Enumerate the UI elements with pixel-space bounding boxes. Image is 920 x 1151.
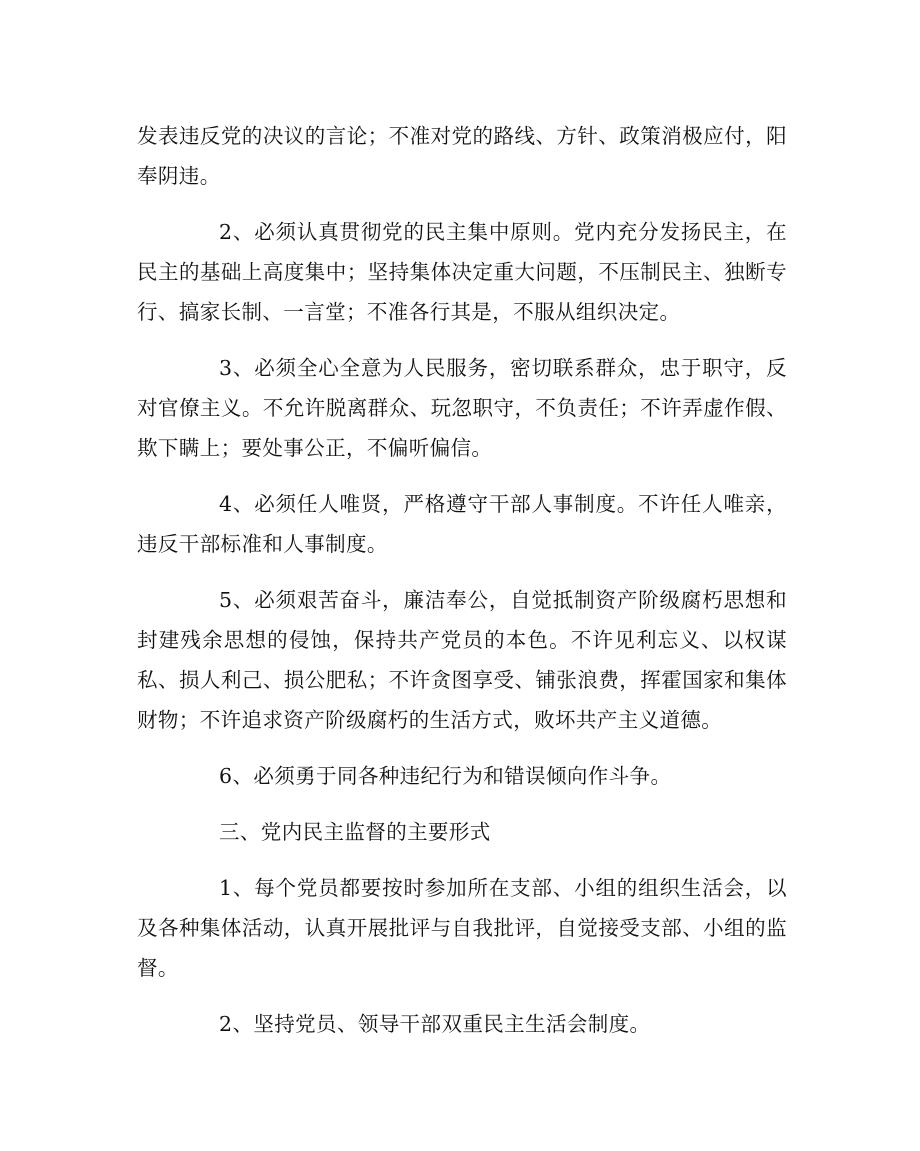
paragraph-item-3: 3、必须全心全意为人民服务，密切联系群众，忠于职守，反对官僚主义。不允许脱离群众、玩忽职守，不负责任；不许弄虚作假、欺下瞒上；要处事公正，不偏听偏信。 [137,356,787,460]
paragraph-item-4: 4、必须任人唯贤，严格遵守干部人事制度。不许任人唯亲，违反干部标准和人事制度。 [137,492,787,556]
paragraph-item-2: 2、必须认真贯彻党的民主集中原则。党内充分发扬民主，在民主的基础上高度集中；坚持集体决定重大问题，不压制民主、独断专行、搞家长制、一言堂；不准各行其是，不服从组织决定。 [137,220,787,324]
paragraph-continuation: 发表违反党的决议的言论；不准对党的路线、方针、政策消极应付，阳奉阴违。 [137,124,787,188]
paragraph-section3-item-2: 2、坚持党员、领导干部双重民主生活会制度。 [219,1012,651,1036]
document-body [137,116,787,1044]
paragraph-section3-item-1: 1、每个党员都要按时参加所在支部、小组的组织生活会，以及各种集体活动，认真开展批评与自我批评，自觉接受支部、小组的监督。 [137,876,787,980]
paragraph-item-6: 6、必须勇于同各种违纪行为和错误倾向作斗争。 [219,764,672,788]
paragraph-item-5: 5、必须艰苦奋斗，廉洁奉公，自觉抵制资产阶级腐朽思想和封建残余思想的侵蚀，保持共产党员的本色。不许见利忘义、以权谋私、损人利己、损公肥私；不许贪图享受、铺张浪费，挥霍国家和集体财物；不许追求资产阶级腐朽的生活方式，败坏共产主义道德。 [137,588,787,732]
section-heading-three: 三、党内民主监督的主要形式 [219,820,491,844]
